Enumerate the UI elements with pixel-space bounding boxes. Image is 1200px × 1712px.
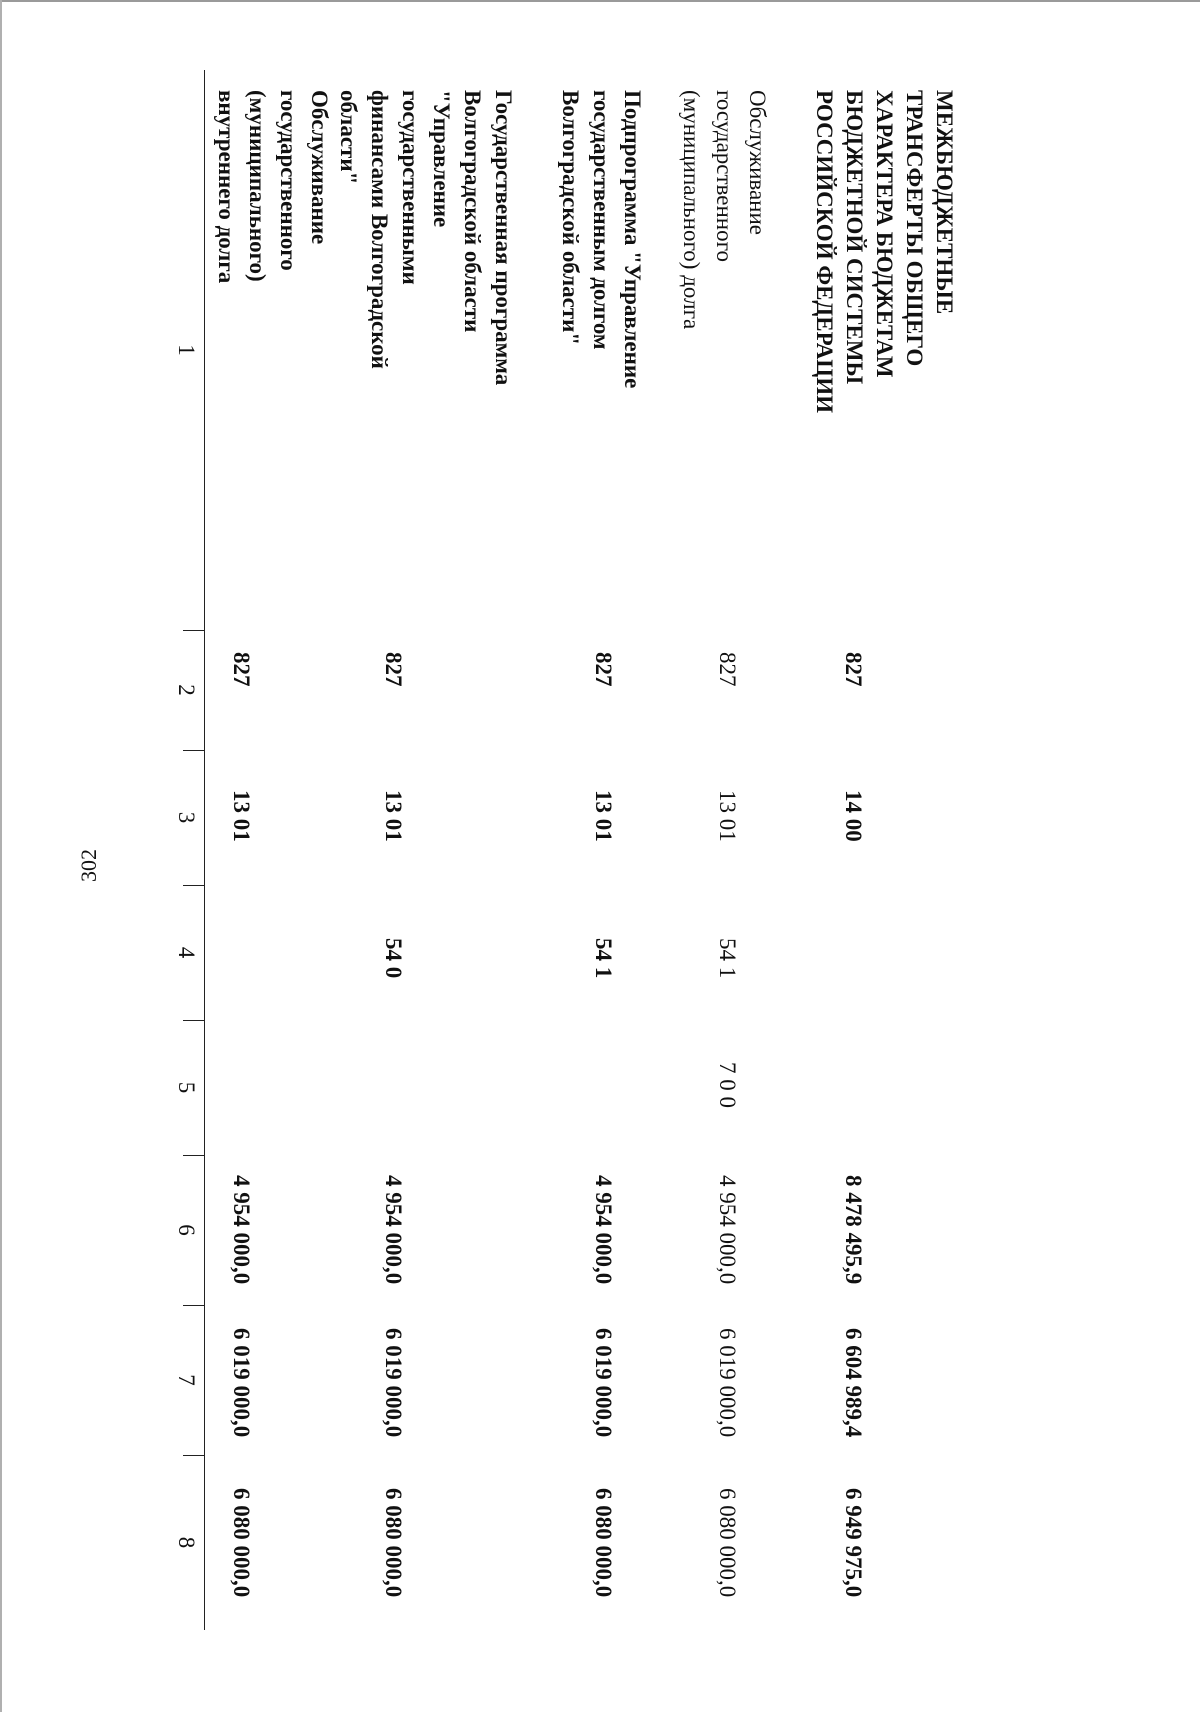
row-4-c2: 827 xyxy=(715,652,740,687)
header-col-6: 6 xyxy=(174,1224,199,1236)
row-3-c2: 827 xyxy=(591,652,616,687)
row-4-c7: 6 019 000,0 xyxy=(715,1328,740,1438)
row-4-c4: 54 1 xyxy=(715,938,740,979)
row-3-c3: 13 01 xyxy=(591,790,616,842)
budget-table xyxy=(115,70,1200,1630)
page-number: 302 xyxy=(76,849,101,883)
row-1-c7: 6 019 000,0 xyxy=(229,1328,254,1438)
header-col-4: 4 xyxy=(174,946,199,959)
row-1-c8: 6 080 000,0 xyxy=(229,1488,254,1598)
header-col-3: 3 xyxy=(174,811,199,824)
row-1-name: Обслуживание государственного (муниципального) внутреннего долга xyxy=(214,90,332,284)
row-1-c6: 4 954 000,0 xyxy=(229,1175,254,1285)
row-3-c4: 54 1 xyxy=(591,938,616,979)
row-4-c6: 4 954 000,0 xyxy=(715,1175,740,1285)
row-1-c3: 13 01 xyxy=(229,790,254,842)
row-1-c2: 827 xyxy=(229,652,254,687)
row-2-c7: 6 019 000,0 xyxy=(381,1328,406,1438)
header-col-2: 2 xyxy=(174,684,199,696)
row-5-c3: 14 00 xyxy=(841,790,866,842)
row-3-c7: 6 019 000,0 xyxy=(591,1328,616,1438)
row-4-c5: 7 0 0 xyxy=(715,1062,740,1108)
header-col-7: 7 xyxy=(174,1374,199,1386)
row-2-c8: 6 080 000,0 xyxy=(381,1488,406,1598)
header-rule xyxy=(204,70,205,1630)
scan-edge-top xyxy=(0,0,1200,2)
row-5-c6: 8 478 495,9 xyxy=(841,1175,866,1285)
row-4-c3: 13 01 xyxy=(715,790,740,842)
scan-edge-left xyxy=(0,0,2,1712)
row-5-name: МЕЖБЮДЖЕТНЫЕ ТРАНСФЕРТЫ ОБЩЕГО ХАРАКТЕРА БЮДЖЕТАМ БЮДЖЕТНОЙ СИСТЕМЫ РОССИЙСКОЙ ФЕДЕРАЦИИ xyxy=(812,90,957,413)
row-4-name: Обслуживание государственного (муниципального) долга xyxy=(679,90,770,330)
row-2-c6: 4 954 000,0 xyxy=(381,1175,406,1285)
header-col-5: 5 xyxy=(174,1081,199,1094)
row-5-c8: 6 949 975,0 xyxy=(841,1488,866,1598)
row-2-c2: 827 xyxy=(381,652,406,687)
row-2-c4: 54 0 xyxy=(381,938,406,979)
row-3-name: Подпрограмма "Управление государственным долгом Волгоградской области" xyxy=(558,90,645,389)
row-2-c3: 13 01 xyxy=(381,790,406,842)
row-5-c7: 6 604 989,4 xyxy=(841,1328,866,1438)
row-5-c2: 827 xyxy=(841,652,866,687)
header-col-8: 8 xyxy=(174,1536,199,1549)
row-3-c8: 6 080 000,0 xyxy=(591,1488,616,1598)
row-3-c6: 4 954 000,0 xyxy=(591,1175,616,1285)
row-4-c8: 6 080 000,0 xyxy=(715,1488,740,1598)
row-2-name: Государственная программа Волгоградской области "Управление государственными финансами Волгоградской области" xyxy=(336,90,516,386)
header-col-1: 1 xyxy=(174,344,199,356)
